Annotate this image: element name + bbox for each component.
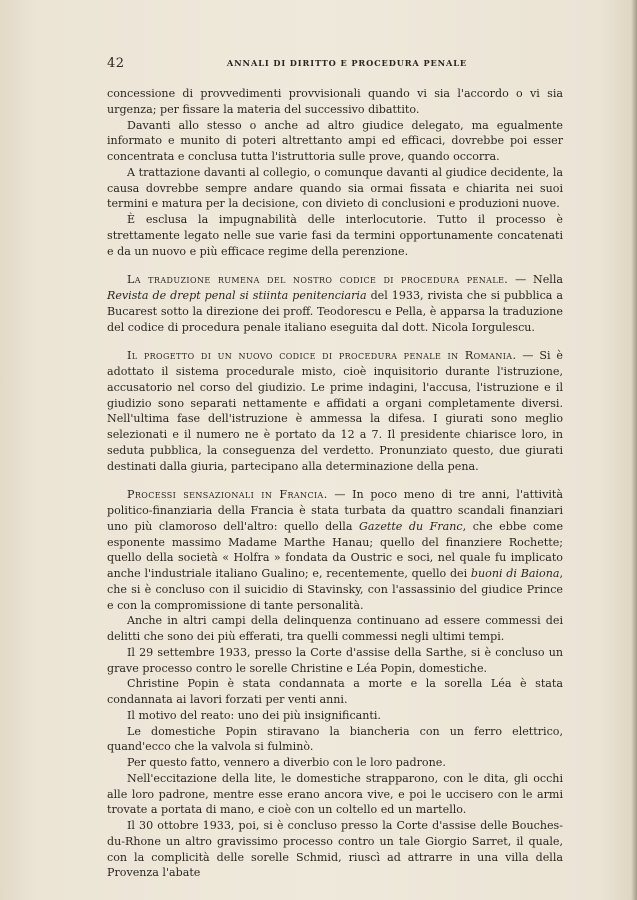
paragraph (107, 771, 563, 818)
text-run: — In poco meno di tre anni, l'attività politico-finanziaria della Francia è stata turbata da quattro scandali finanziari uno più clamoroso dell'altro: quello della (107, 488, 563, 533)
page-body-text (107, 86, 563, 881)
text-run: Christine Popin è stata condannata a morte e la sorella Léa è stata condannata ai lavori forzati per venti anni. (107, 677, 563, 706)
paragraph (107, 676, 563, 708)
section-heading: La traduzione rumena del nostro codice di procedura penale. (127, 273, 509, 287)
text-run: Il 29 settembre 1933, presso la Corte d'assise della Sarthe, si è concluso un grave processo contro le sorelle Christine e Léa Popin, domestiche. (107, 645, 563, 675)
section-heading: Processi sensazionali in Francia. (127, 488, 328, 502)
section-paragraph (107, 272, 563, 335)
page-header (107, 56, 533, 72)
text-run: , che si è concluso con il suicidio di Stavinsky, con l'assassinio del giudice Prince e con la compromissione di tante personalità. (107, 567, 563, 612)
text-run: È esclusa la impugnabilità delle interlocutorie. Tutto il processo è strettamente legato nelle sue varie fasi da termini opportunamente concatenati e da un nuovo e più efficace regime della perenzione. (107, 213, 563, 258)
page-number: 42 (107, 56, 125, 71)
paragraph (107, 613, 563, 645)
text-run: Davanti allo stesso o anche ad altro giudice delegato, ma egualmente informato e munito di poteri altrettanto ampi ed efficaci, dovrebbe poi esser concentrata e conclusa tutta l'istruttoria sulle prove, quando occorra. (107, 118, 563, 163)
paragraph (107, 818, 563, 881)
text-run: — Si è adottato il sistema procedurale misto, cioè inquisitorio durante l'istruzione, accusatorio nel corso del giudizio. Le prime indagini, l'accusa, l'istruzione e il giudizio sono separati nettamente e affidati a organi completamente diversi. Nell'ultima fase dell'istruzione è ammessa la difesa. I giurati sono meglio selezionati e il numero ne è portato da 12 a 7. Il presidente chiarisce loro, in seduta pubblica, la conseguenza del verdetto. Pronunziato questo, due giurati destinati dalla giuria, partecipano alla determinazione della pena. (107, 349, 563, 473)
text-run: — Nella (508, 273, 563, 287)
paragraph (107, 86, 563, 118)
italic-title: Gazette du Franc (359, 519, 463, 533)
italic-title: Revista de drept penal si stiinta penitenciaria (107, 289, 367, 302)
paragraph (107, 118, 563, 165)
paragraph (107, 708, 563, 724)
paragraph (107, 724, 563, 756)
text-run: , che ebbe come esponente massimo Madame Marthe Hanau; quello del finanziere Rochette; quello della società « Holfra » fondata da Oustric e soci, nel quale fu implicato anche l'industriale italiano Gualino; e, recentemente, quello dei (107, 519, 564, 580)
text-run: concessione di provvedimenti provvisionali quando vi sia l'accordo o vi sia urgenza; per fissare la materia del successivo dibattito. (107, 87, 563, 116)
text-run: Le domestiche Popin stiravano la biancheria con un ferro elettrico, quand'ecco che la valvola si fulminò. (107, 724, 563, 754)
section-heading: Il progetto di un nuovo codice di procedura penale in Romania. (127, 349, 517, 363)
paragraph (107, 212, 563, 259)
running-title: ANNALI DI DIRITTO E PROCEDURA PENALE (226, 58, 468, 68)
page-spine-shadow (631, 0, 637, 900)
text-run: Nell'eccitazione della lite, le domestiche strapparono, con le dita, gli occhi alle loro padrone, mentre esse erano ancora vive, e poi le uccisero con le armi trovate a portata di mano, e cioè con un coltello ed un martello. (107, 771, 563, 817)
paragraph (107, 645, 563, 677)
paragraph (107, 165, 563, 212)
section-paragraph (107, 487, 563, 613)
text-run: A trattazione davanti al collegio, o comunque davanti al giudice decidente, la causa dovrebbe sempre andare quando sia ormai fissata e chiarita nei suoi termini e matura per la decisione, con divieto di conclusioni e produzioni nuove. (107, 165, 563, 211)
italic-title: buoni di Baiona (470, 567, 560, 580)
text-run: Il 30 ottobre 1933, poi, si è concluso presso la Corte d'assise delle Bouches-du-Rhone un altro gravissimo processo contro un tale Giorgio Sarret, il quale, con la complicità delle sorelle Schmid, riuscì ad attrarre in una villa della Provenza l'abate (107, 819, 563, 880)
paragraph (107, 755, 563, 771)
text-run: Anche in altri campi della delinquenza continuano ad essere commessi dei delitti che sono dei più efferati, tra quelli commessi negli ultimi tempi. (107, 614, 563, 643)
text-run: Il motivo del reato: uno dei più insignificanti. (127, 708, 381, 722)
section-paragraph (107, 348, 563, 474)
text-run: Per questo fatto, vennero a diverbio con le loro padrone. (127, 756, 446, 769)
text-run: del 1933, rivista che si pubblica a Bucarest sotto la direzione dei proff. Teodorescu e Pella, è apparsa la traduzione del codice di procedura penale italiano eseguita dal dott. Nicola Iorgulescu. (107, 289, 563, 334)
